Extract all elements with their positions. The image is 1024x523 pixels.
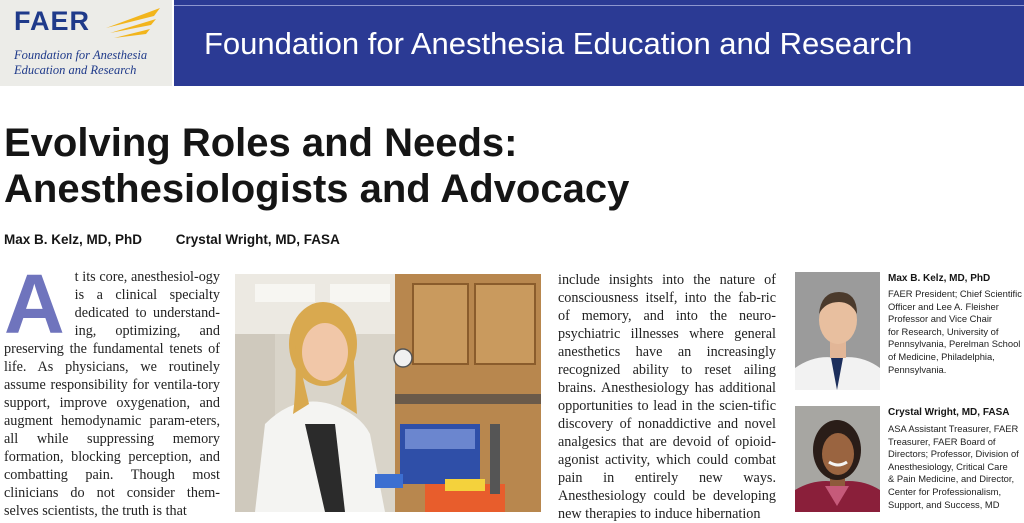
bio-line: Center for Professionalism,	[888, 485, 1002, 497]
author-name: Max B. Kelz, MD, PhD	[4, 232, 143, 247]
body-column-3: include insights into the nature of consciousness itself, into the fab-ric of memory, and into the neuro-psychiatric illnesses where general anesthetics have an increasingly recognized ability to reset ailing brains. Anesthesiology has additional opportunities to lead in the scien-tific discovery of nonaddictive and novel analgesics that are devoid of opioid-agonist activity, which could combat pain in entirely new ways. Anesthesiology could be developing new therapies to induce hibernation	[558, 272, 776, 522]
drop-cap: A	[4, 257, 65, 351]
bio-line: Directors; Professor, Division of	[888, 448, 1019, 460]
bio-line: & Pain Medicine, and Director,	[888, 473, 1015, 485]
header-banner	[174, 0, 1024, 86]
logo-subtitle-line: Education and Research	[14, 63, 137, 77]
banner-rule	[174, 5, 1024, 6]
bio-line: Professor and Vice Chair	[888, 313, 993, 325]
bio-line: Treasurer, FAER Board of	[888, 435, 996, 447]
bio-name: Max B. Kelz, MD, PhD	[888, 273, 991, 284]
article-title-line: Anesthesiologists and Advocacy	[4, 167, 630, 211]
article-authors	[4, 232, 340, 247]
lab-photo	[235, 274, 541, 512]
article-title-line: Evolving Roles and Needs:	[4, 121, 518, 165]
banner-title: Foundation for Anesthesia Education and Research	[204, 26, 913, 61]
bio-text	[888, 288, 1024, 376]
logo-wordmark: FAER	[14, 6, 91, 36]
article-title	[4, 120, 629, 212]
bio-line: for Research, University of	[888, 325, 999, 337]
bio-line: Pennsylvania.	[888, 363, 947, 375]
bio-line: Pennsylvania, Perelman School	[888, 338, 1021, 350]
faer-logo	[0, 0, 172, 86]
bio-line: Anesthesiology, Critical Care	[888, 460, 1008, 472]
bio-line: of Medicine, Philadelphia,	[888, 350, 995, 362]
bio-line: FAER President; Chief Scientific	[888, 288, 1022, 299]
logo-subtitle-line: Foundation for Anesthesia	[14, 48, 148, 62]
author-photo-kelz	[795, 272, 880, 390]
bio-text	[888, 423, 1024, 511]
bio-name: Crystal Wright, MD, FASA	[888, 407, 1010, 418]
bio-line: Support, and Success, MD	[888, 498, 1000, 510]
body-text: t its core, anesthesiol-ogy is a clinical specialty dedicated to understand-ing, optimizing, and	[74, 269, 220, 339]
author-name: Crystal Wright, MD, FASA	[175, 232, 340, 247]
bio-line: ASA Assistant Treasurer, FAER	[888, 423, 1019, 434]
bio-line: Officer and Lee A. Fleisher	[888, 300, 999, 312]
body-text: preserving the fundamental tenets of life. As physicians, we routinely assume responsibility for ventila-tory support, improve oxygenation, and augment hemodynamic param-eters, all while suppressing memory formation, blocking perception, and combatting pain. Though most clinicians do not consider them-selves scientists, the truth is that	[4, 341, 220, 519]
author-photo-wright	[795, 406, 880, 512]
logo-swoosh-icon	[104, 6, 164, 40]
logo-subtitle	[14, 48, 147, 78]
body-column-1	[4, 257, 220, 520]
